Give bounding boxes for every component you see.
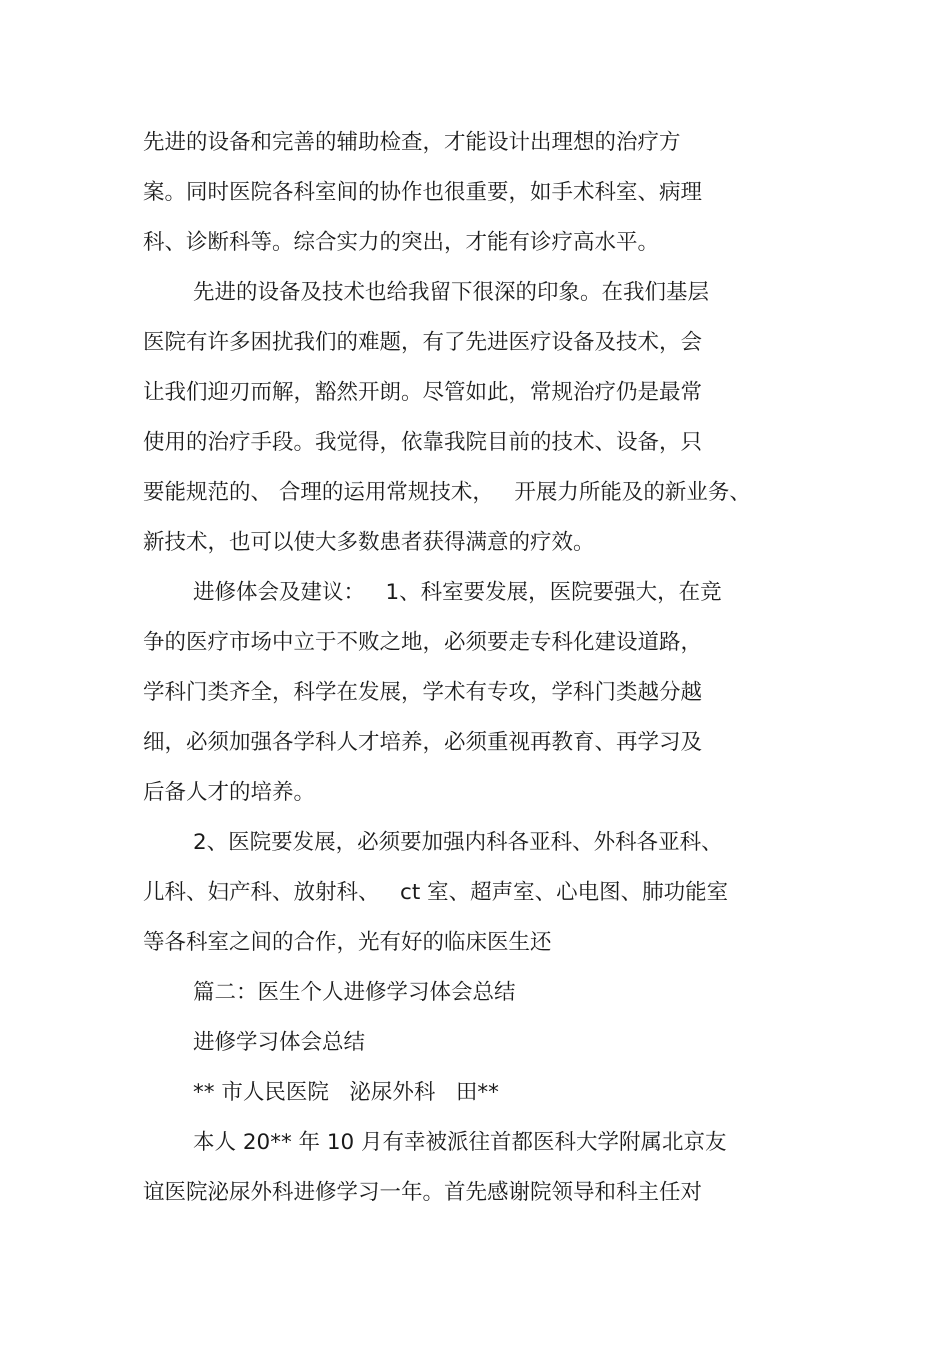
- text-line: 2、医院要发展，必须要加强内科各亚科、外科各亚科、: [193, 830, 723, 855]
- text-line: 先进的设备及技术也给我留下很深的印象。在我们基层: [193, 280, 710, 305]
- text-line: 谊医院泌尿外科进修学习一年。首先感谢院领导和科主任对: [143, 1180, 703, 1205]
- text-line: 使用的治疗手段。我觉得，依靠我院目前的技术、设备，只: [143, 430, 703, 455]
- text-line: 儿科、妇产科、放射科、 ct 室、超声室、心电图、肺功能室: [143, 880, 729, 905]
- text-line: 本人 20** 年 10 月有幸被派往首都医科大学附属北京友: [193, 1130, 727, 1155]
- text-line: 细，必须加强各学科人才培养，必须重视再教育、再学习及: [143, 730, 703, 755]
- text-line: 等各科室之间的合作，光有好的临床医生还: [143, 930, 552, 955]
- text-line: 进修学习体会总结: [193, 1030, 366, 1055]
- text-line: ** 市人民医院 泌尿外科 田**: [193, 1080, 499, 1105]
- text-line: 学科门类齐全，科学在发展，学术有专攻，学科门类越分越: [143, 680, 703, 705]
- text-line: 科、诊断科等。综合实力的突出，才能有诊疗高水平。: [143, 230, 660, 255]
- text-line: 争的医疗市场中立于不败之地，必须要走专科化建设道路，: [143, 630, 703, 655]
- text-line: 篇二：医生个人进修学习体会总结: [193, 980, 516, 1005]
- text-line: 医院有许多困扰我们的难题，有了先进医疗设备及技术，会: [143, 330, 703, 355]
- text-line: 新技术，也可以使大多数患者获得满意的疗效。: [143, 530, 595, 555]
- document-body: [143, 118, 823, 1218]
- text-line: 案。同时医院各科室间的协作也很重要，如手术科室、病理: [143, 180, 703, 205]
- text-line: 进修体会及建议： 1、科室要发展，医院要强大，在竞: [193, 580, 722, 605]
- text-line: 让我们迎刃而解，豁然开朗。尽管如此，常规治疗仍是最常: [143, 380, 703, 405]
- text-line: 先进的设备和完善的辅助检查，才能设计出理想的治疗方: [143, 130, 681, 155]
- text-line: 后备人才的培养。: [143, 780, 316, 805]
- text-line: 要能规范的、 合理的运用常规技术， 开展力所能及的新业务、: [143, 480, 751, 505]
